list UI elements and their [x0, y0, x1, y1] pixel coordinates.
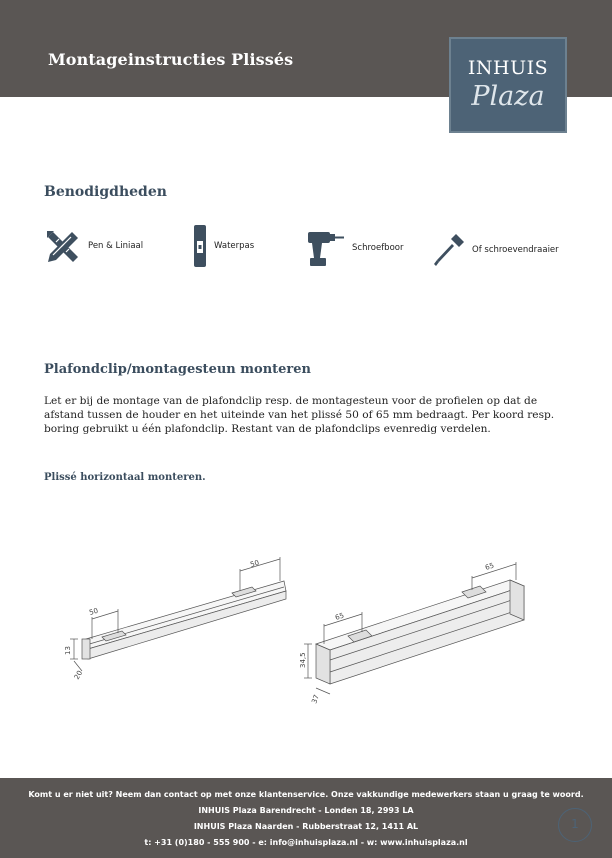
tool-label-level: Waterpas — [214, 241, 255, 251]
level-icon — [192, 224, 208, 268]
dim-height-label: 13 — [64, 646, 72, 655]
tool-level — [192, 224, 254, 268]
tools-heading: Benodigdheden — [44, 184, 167, 200]
footer-address-barendrecht: INHUIS Plaza Barendrecht - Londen 18, 2993 LA — [198, 806, 414, 815]
dim-depth-label: 37 — [310, 693, 321, 705]
dim-height-label: 34,5 — [299, 652, 307, 668]
pen-ruler-icon — [44, 228, 82, 264]
dim-left-label: 65 — [334, 611, 346, 622]
diagram-profile-large — [296, 552, 536, 712]
tool-label-screwdriver: Of schroevendraaier — [472, 245, 559, 255]
footer-contact-details: t: +31 (0)180 - 555 900 - e: info@inhuisplaza.nl - w: www.inhuisplaza.nl — [144, 838, 468, 847]
dim-top-label: 50 — [249, 558, 261, 569]
dim-left-label: 50 — [88, 606, 100, 617]
dim-top-label: 65 — [484, 561, 496, 572]
horizontal-mount-subheading: Plissé horizontaal monteren. — [44, 472, 206, 483]
drill-icon — [306, 228, 346, 268]
logo-text-plaza: Plaza — [471, 81, 545, 112]
tool-screwdriver — [434, 232, 559, 268]
inhuis-plaza-logo — [449, 37, 567, 133]
tool-pen-ruler — [44, 228, 143, 264]
page-title: Montageinstructies Plissés — [48, 50, 294, 69]
page-number: 1 — [558, 808, 592, 842]
screwdriver-icon — [434, 232, 466, 268]
tool-label-drill: Schroefboor — [352, 243, 404, 253]
footer-address-naarden: INHUIS Plaza Naarden - Rubberstraat 12, 1411 AL — [193, 822, 419, 831]
mount-instructions: Let er bij de montage van de plafondclip resp. de montagesteun voor de profielen op dat de afstand tussen de houder en het uiteinde van het plissé 50 of 65 mm bedraagt. Per koord resp. boring gebruikt u één plafondclip. Restant van de plafondclips evenredig verdelen. — [44, 395, 555, 435]
tool-label-pen-ruler: Pen & Liniaal — [88, 241, 144, 251]
diagram-profile-small — [56, 555, 296, 685]
dim-depth-label: 20 — [72, 669, 85, 681]
footer-contact-line: Komt u er niet uit? Neem dan contact op met onze klantenservice. Onze vakkundige medewerkers staan u graag te woord. — [28, 790, 584, 799]
mount-heading: Plafondclip/montagesteun monteren — [44, 362, 311, 377]
tool-drill — [306, 228, 403, 268]
logo-text-inhuis: INHUIS — [467, 57, 549, 79]
page-footer — [0, 778, 612, 858]
